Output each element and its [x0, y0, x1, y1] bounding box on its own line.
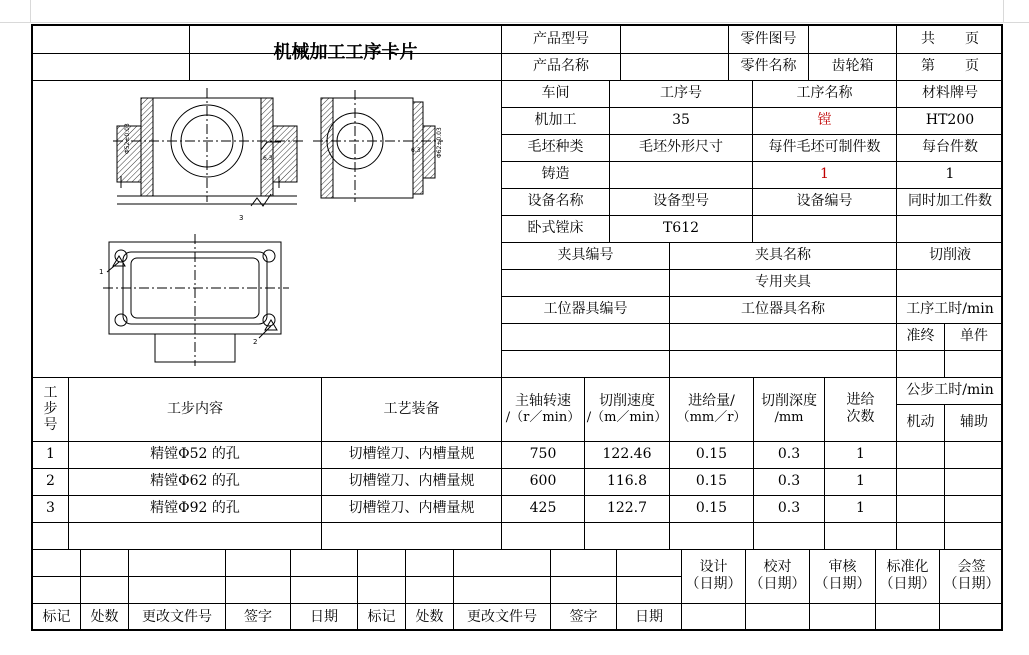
machine-time-header: 机动	[906, 414, 935, 431]
material-label: 材料牌号	[922, 85, 978, 102]
step-spindle-speed[interactable]: 750	[529, 446, 557, 463]
grid-line	[501, 350, 1003, 351]
spindle-speed-label: 主轴转速	[515, 392, 571, 409]
parts-per-blank-value[interactable]: 1	[820, 166, 829, 183]
process-no-label: 工序号	[660, 85, 702, 102]
passes-label-1: 进给	[846, 392, 875, 409]
feed-header	[670, 377, 753, 441]
count-label: 处数	[90, 608, 119, 625]
cut-speed-unit: /（m／min）	[586, 409, 668, 425]
part-name-label: 零件名称	[740, 58, 797, 75]
step-equipment[interactable]: 切槽镗刀、内槽量规	[348, 473, 475, 490]
callout-label-1: 1	[99, 268, 104, 276]
page-edge-guide	[0, 22, 1029, 23]
page-label: 第	[921, 58, 935, 75]
page-unit: 页	[965, 58, 979, 75]
step-spindle-speed[interactable]: 600	[529, 473, 557, 490]
step-feed[interactable]: 0.15	[695, 446, 728, 463]
depth-unit: /mm	[774, 409, 804, 425]
change-doc-label: 更改文件号	[467, 608, 537, 625]
date-label: （日期）	[814, 576, 871, 592]
process-time-label: 工序工时/min	[906, 301, 994, 318]
mark-label: 标记	[42, 608, 71, 625]
step-cut-speed[interactable]: 116.8	[606, 473, 648, 490]
step-depth[interactable]: 0.3	[777, 500, 801, 517]
feed-label: 进给量/	[688, 392, 735, 409]
roughness-label: 6.3	[263, 155, 273, 162]
date-label: 日期	[635, 608, 663, 625]
total-label: 共	[921, 31, 935, 48]
sign-label: 会签	[957, 559, 986, 576]
spindle-speed-unit: /（r／min）	[505, 409, 581, 425]
step-no: 1	[46, 446, 55, 463]
count-label: 处数	[415, 608, 444, 625]
blank-size-label: 毛坯外形尺寸	[639, 139, 723, 156]
step-no-header	[33, 377, 68, 441]
process-card	[31, 24, 1003, 631]
mark-label: 标记	[367, 608, 396, 625]
part-drawing-label: 零件图号	[740, 31, 797, 48]
signature-label: 签字	[569, 608, 598, 625]
step-equipment[interactable]: 切槽镗刀、内槽量规	[348, 500, 475, 517]
current-page	[897, 53, 1003, 80]
aux-time-header: 辅助	[960, 414, 988, 431]
page-corner-guide-left	[30, 0, 31, 22]
date-label: （日期）	[879, 576, 936, 592]
roughness-label: 6.3	[411, 147, 421, 154]
equip-model-label: 设备型号	[653, 193, 709, 210]
review-label: 审核	[828, 559, 857, 576]
step-passes[interactable]: 1	[856, 500, 865, 517]
passes-header	[825, 377, 896, 441]
part-drawing-value[interactable]	[809, 26, 896, 53]
prep-time-label: 准终	[906, 328, 935, 345]
part-name-value[interactable]: 齿轮箱	[831, 58, 874, 75]
step-feed[interactable]: 0.15	[695, 500, 728, 517]
process-drawing	[33, 26, 501, 377]
depth-label: 切削深度	[761, 392, 817, 409]
callout-label-3: 3	[239, 214, 244, 222]
cut-speed-header	[585, 377, 669, 441]
standard-signoff[interactable]	[876, 549, 939, 603]
process-no-value[interactable]: 35	[672, 112, 690, 129]
standard-label: 标准化	[886, 559, 929, 576]
passes-label-2: 次数	[846, 409, 875, 425]
process-name-value[interactable]: 镗	[817, 112, 832, 129]
step-spindle-speed[interactable]: 425	[529, 500, 557, 517]
design-label: 设计	[699, 559, 728, 576]
feed-unit: （mm／r）	[676, 409, 747, 425]
date-label: （日期）	[749, 576, 806, 592]
front-view	[113, 88, 303, 206]
date-label: （日期）	[685, 576, 742, 592]
parts-per-machine-label: 每台件数	[922, 139, 978, 156]
material-value[interactable]: HT200	[925, 112, 975, 129]
step-depth[interactable]: 0.3	[777, 473, 801, 490]
callout-label-2: 2	[253, 338, 258, 346]
cut-speed-label: 切削速度	[599, 392, 655, 409]
unit-time-label: 单件	[960, 328, 988, 345]
fixture-name-value[interactable]: 专用夹具	[755, 274, 811, 291]
coolant-label: 切削液	[929, 247, 971, 264]
step-feed[interactable]: 0.15	[695, 473, 728, 490]
equip-name-label: 设备名称	[527, 193, 584, 210]
sign-signoff[interactable]	[940, 549, 1003, 603]
step-no: 2	[46, 473, 55, 490]
equip-name-value[interactable]: 卧式镗床	[527, 220, 584, 237]
dimension-label: Φ62±0.03	[436, 127, 443, 158]
step-equipment[interactable]: 切槽镗刀、内槽量规	[348, 446, 475, 463]
check-signoff[interactable]	[746, 549, 809, 603]
equip-no-label: 设备编号	[796, 193, 853, 210]
date-label: 日期	[310, 608, 338, 625]
equipment-header: 工艺装备	[383, 400, 440, 417]
station-tool-name-label: 工位器具名称	[741, 301, 825, 318]
parts-per-machine-value[interactable]: 1	[945, 166, 955, 183]
fixture-name-label: 夹具名称	[755, 247, 811, 264]
blank-type-value[interactable]: 铸造	[541, 166, 570, 183]
product-model-value[interactable]	[621, 26, 728, 53]
dimension-label: Φ52±0.03	[124, 123, 131, 154]
spindle-speed-header	[502, 377, 584, 441]
date-label: （日期）	[943, 576, 1000, 592]
step-no-header-text: 工步号	[43, 384, 58, 434]
review-signoff[interactable]	[810, 549, 875, 603]
step-passes[interactable]: 1	[856, 473, 865, 490]
simul-label: 同时加工件数	[908, 193, 992, 210]
workshop-value[interactable]: 机加工	[534, 112, 577, 129]
station-tool-no-label: 工位器具编号	[543, 301, 628, 318]
design-signoff[interactable]	[682, 549, 745, 603]
parts-per-blank-label: 每件毛坯可制件数	[768, 139, 881, 156]
step-cut-speed[interactable]: 122.7	[606, 500, 648, 517]
total-pages	[897, 26, 1003, 53]
equip-model-value[interactable]: T612	[662, 220, 700, 237]
blank-type-label: 毛坯种类	[527, 139, 584, 156]
top-view	[103, 234, 289, 366]
step-content[interactable]: 精镗Φ92 的孔	[150, 500, 240, 517]
step-depth[interactable]: 0.3	[777, 446, 801, 463]
workshop-label: 车间	[541, 85, 570, 102]
step-time-header: 公步工时/min	[906, 382, 994, 399]
grid-line	[33, 522, 1003, 523]
product-name-value[interactable]	[621, 53, 728, 80]
page-corner-guide-right	[1003, 0, 1004, 22]
page-unit: 页	[965, 31, 979, 48]
change-doc-label: 更改文件号	[142, 608, 212, 625]
step-no: 3	[46, 500, 55, 517]
process-name-label: 工序名称	[796, 85, 853, 102]
check-label: 校对	[763, 559, 792, 576]
depth-header	[754, 377, 824, 441]
side-view	[313, 90, 443, 202]
step-passes[interactable]: 1	[856, 446, 865, 463]
blank-size-value[interactable]	[610, 161, 752, 188]
product-name-label: 产品名称	[533, 58, 589, 75]
step-content[interactable]: 精镗Φ62 的孔	[150, 473, 240, 490]
page-title: 机械加工工序卡片	[273, 42, 418, 64]
step-content[interactable]: 精镗Φ52 的孔	[150, 446, 240, 463]
step-cut-speed[interactable]: 122.46	[602, 446, 652, 463]
signature-label: 签字	[244, 608, 272, 625]
content-header: 工步内容	[167, 400, 223, 417]
fixture-no-label: 夹具编号	[557, 247, 614, 264]
product-model-label: 产品型号	[533, 31, 589, 48]
